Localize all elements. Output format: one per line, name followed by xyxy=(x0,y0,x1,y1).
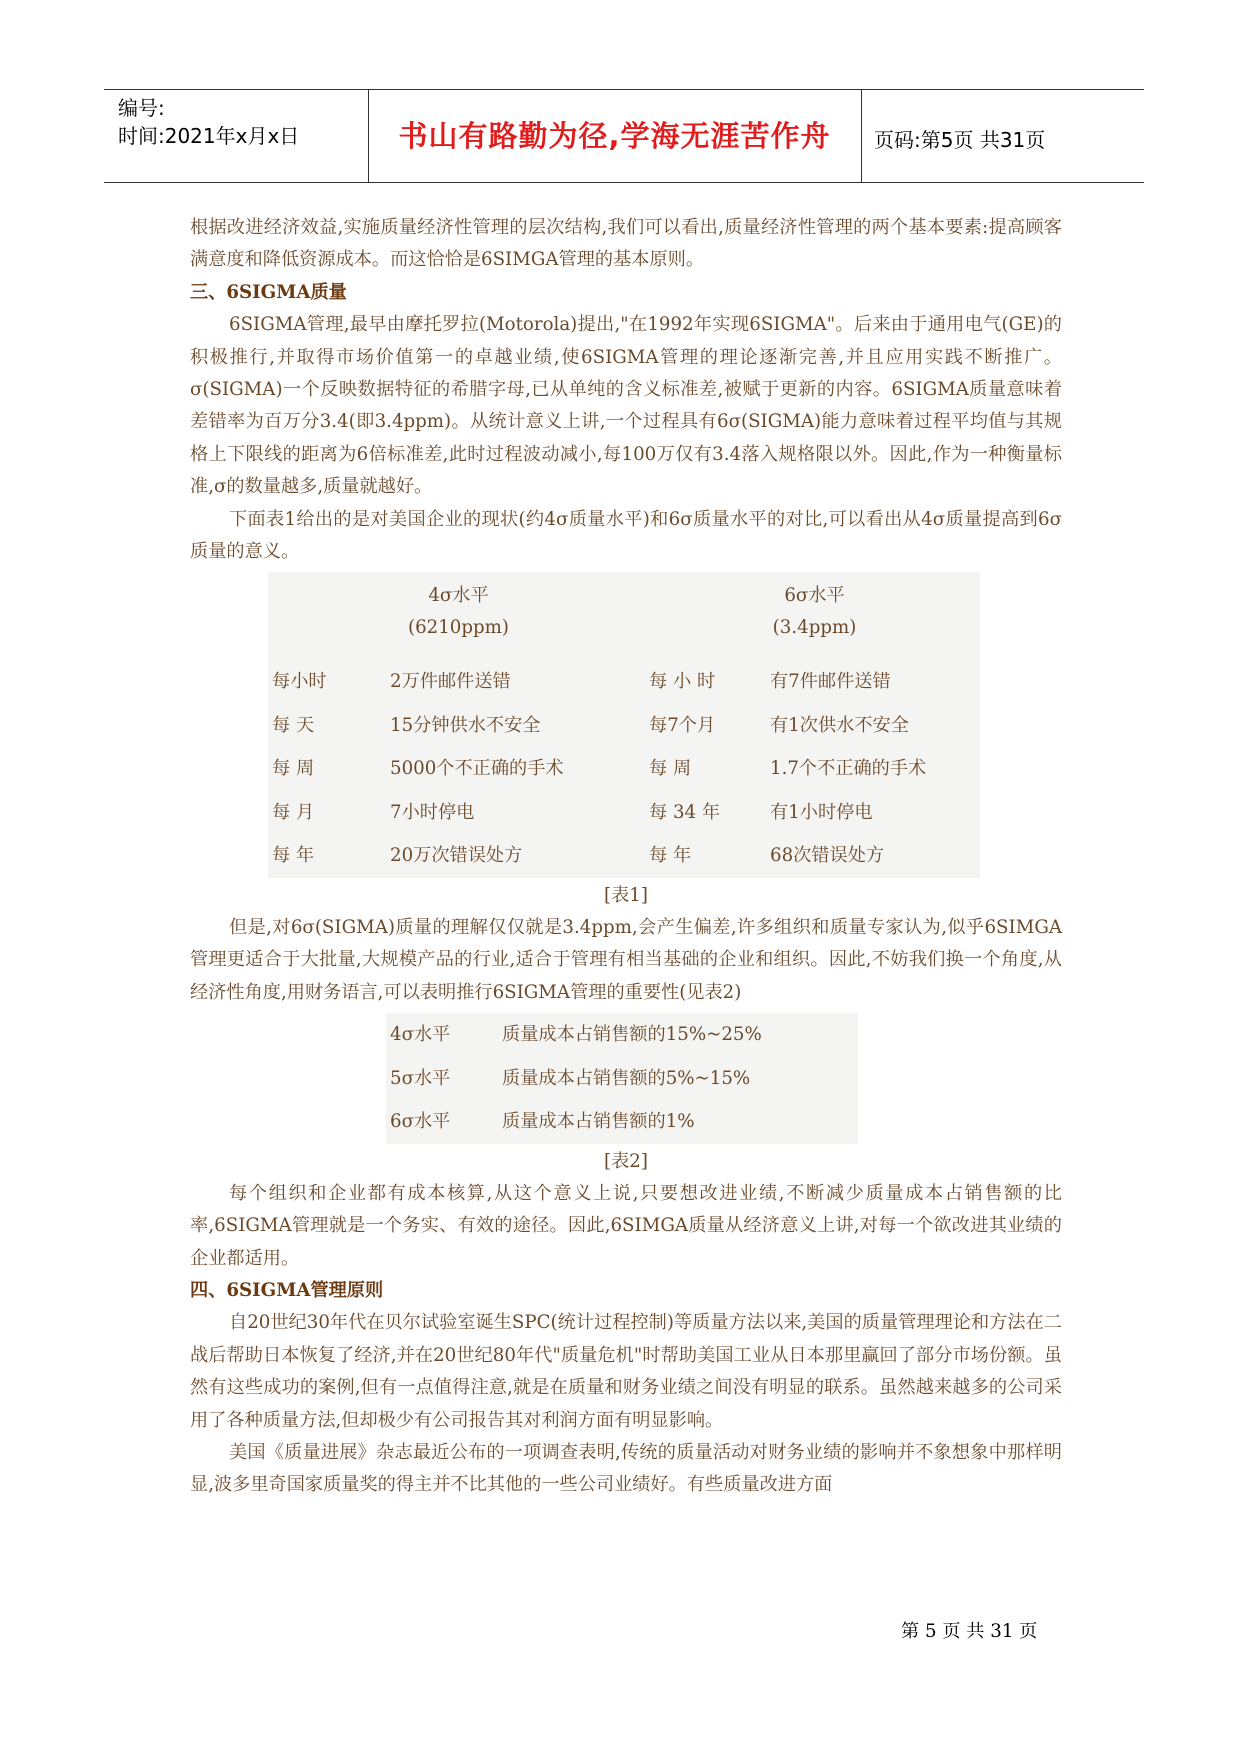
table-row xyxy=(268,747,980,791)
table1-header xyxy=(268,572,980,660)
paragraph-7: 美国《质量进展》杂志最近公布的一项调查表明,传统的质量活动对财务业绩的影响并不象想象中那样明显,波多里奇国家质量奖的得主并不比其他的一些公司业绩好。有些质量改进方面 xyxy=(190,1441,1062,1496)
paragraph-6: 自20世纪30年代在贝尔试验室诞生SPC(统计过程控制)等质量方法以来,美国的质量管理理论和方法在二战后帮助日本恢复了经济,并在20世纪80年代"质量危机"时帮助美国工业从日本那里赢回了部分市场份额。虽然有这些成功的案例,但有一点值得注意,就是在质量和财务业绩之间没有明显的联系。虽然越来越多的公司采用了各种质量方法,但却极少有公司报告其对利润方面有明显影响。 xyxy=(190,1312,1062,1431)
table-row xyxy=(386,1057,858,1101)
table-row xyxy=(268,660,980,704)
header-divider-right xyxy=(861,89,862,182)
paragraph-1: 根据改进经济效益,实施质量经济性管理的层次结构,我们可以看出,质量经济性管理的两个基本要素:提高顾客满意度和降低资源成本。而这恰恰是6SIMGA管理的基本原则。 xyxy=(190,217,1062,271)
paragraph-4: 但是,对6σ(SIGMA)质量的理解仅仅就是3.4ppm,会产生偏差,许多组织和质量专家认为,似乎6SIMGA管理更适合于大批量,大规模产品的行业,适合于管理有相当基础的企业和组织。因此,不妨我们换一个角度,从经济性角度,用财务语言,可以表明推行6SIGMA管理的重要性(见表2) xyxy=(190,916,1062,1003)
header-time-label: 时间:2021年x月x日 xyxy=(118,124,300,148)
comparison-table-1 xyxy=(268,572,980,878)
table1-head-4sigma xyxy=(268,572,649,660)
section-heading-4: 四、6SIGMA管理原则 xyxy=(190,1279,384,1301)
table-row xyxy=(268,791,980,835)
header-bottom-rule xyxy=(104,182,1144,183)
table1-value-6sigma: 有1小时停电 xyxy=(770,801,873,823)
table1-period-6sigma: 每 小 时 xyxy=(649,671,716,693)
section-heading-3: 三、6SIGMA质量 xyxy=(190,281,347,303)
table1-period-4sigma: 每 天 xyxy=(272,714,315,736)
header-page-label: 页码:第5页 共31页 xyxy=(874,128,1046,152)
table1-period-4sigma: 每小时 xyxy=(272,671,327,693)
header-top-rule xyxy=(104,89,1144,90)
table1-head-4sigma-ppm: (6210ppm) xyxy=(407,617,509,639)
page-footer: 第 5 页 共 31 页 xyxy=(901,1621,1038,1642)
table1-value-6sigma: 1.7个不正确的手术 xyxy=(770,758,927,780)
table1-value-6sigma: 68次错误处方 xyxy=(770,845,885,867)
table-row xyxy=(386,1013,858,1057)
table1-period-4sigma: 每 月 xyxy=(272,801,315,823)
table1-value-4sigma: 20万次错误处方 xyxy=(390,845,523,867)
table2-level: 6σ水平 xyxy=(390,1111,451,1133)
table1-period-4sigma: 每 周 xyxy=(272,758,315,780)
paragraph-5: 每个组织和企业都有成本核算,从这个意义上说,只要想改进业绩,不断减少质量成本占销售额的比率,6SIGMA管理就是一个务实、有效的途径。因此,6SIMGA质量从经济意义上讲,对每一个欲改进其业绩的企业都适用。 xyxy=(190,1182,1062,1269)
table1-head-6sigma-title: 6σ水平 xyxy=(784,585,845,607)
table1-period-6sigma: 每 34 年 xyxy=(649,801,721,823)
paragraph-2: 6SIGMA管理,最早由摩托罗拉(Motorola)提出,"在1992年实现6SIGMA"。后来由于通用电气(GE)的积极推行,并取得市场价值第一的卓越业绩,使6SIGMA管理的理论逐渐完善,并且应用实践不断推广。σ(SIGMA)一个反映数据特征的希腊字母,已从单纯的含义标准差,被赋于更新的内容。6SIGMA质量意味着差错率为百万分3.4(即3.4ppm)。从统计意义上讲,一个过程具有6σ(SIGMA)能力意味着过程平均值与其规格上下限线的距离为6倍标准差,此时过程波动减小,每100万仅有3.4落入规格限以外。因此,作为一种衡量标准,σ的数量越多,质量就越好。 xyxy=(190,314,1062,498)
table1-value-6sigma: 有7件邮件送错 xyxy=(770,671,891,693)
table1-value-4sigma: 7小时停电 xyxy=(390,801,475,823)
document-body xyxy=(190,212,1062,1502)
table2-caption: [表2] xyxy=(604,1150,648,1172)
paragraph-3: 下面表1给出的是对美国企业的现状(约4σ质量水平)和6σ质量水平的对比,可以看出从4σ质量提高到6σ质量的意义。 xyxy=(190,508,1062,563)
table1-value-4sigma: 5000个不正确的手术 xyxy=(390,758,564,780)
table1-period-6sigma: 每 周 xyxy=(649,758,692,780)
table1-period-6sigma: 每 年 xyxy=(649,845,692,867)
table-row xyxy=(268,834,980,878)
table2-desc: 质量成本占销售额的15%~25% xyxy=(502,1024,762,1046)
table1-value-4sigma: 2万件邮件送错 xyxy=(390,671,511,693)
table1-caption: [表1] xyxy=(604,884,648,906)
table1-head-4sigma-title: 4σ水平 xyxy=(428,585,489,607)
table1-head-6sigma-ppm: (3.4ppm) xyxy=(772,617,857,639)
cost-table-2 xyxy=(386,1013,858,1144)
table1-head-6sigma xyxy=(649,572,980,660)
table2-desc: 质量成本占销售额的5%~15% xyxy=(502,1067,751,1089)
table1-period-4sigma: 每 年 xyxy=(272,845,315,867)
header-number-label: 编号: xyxy=(118,96,165,120)
table1-value-4sigma: 15分钟供水不安全 xyxy=(390,714,541,736)
table1-value-6sigma: 有1次供水不安全 xyxy=(770,714,909,736)
table2-desc: 质量成本占销售额的1% xyxy=(502,1111,695,1133)
table-row xyxy=(268,704,980,748)
table2-level: 5σ水平 xyxy=(390,1067,451,1089)
header-motto: 书山有路勤为径,学海无涯苦作舟 xyxy=(398,119,831,153)
table2-level: 4σ水平 xyxy=(390,1024,451,1046)
table-row xyxy=(386,1100,858,1144)
table1-period-6sigma: 每7个月 xyxy=(649,714,716,736)
